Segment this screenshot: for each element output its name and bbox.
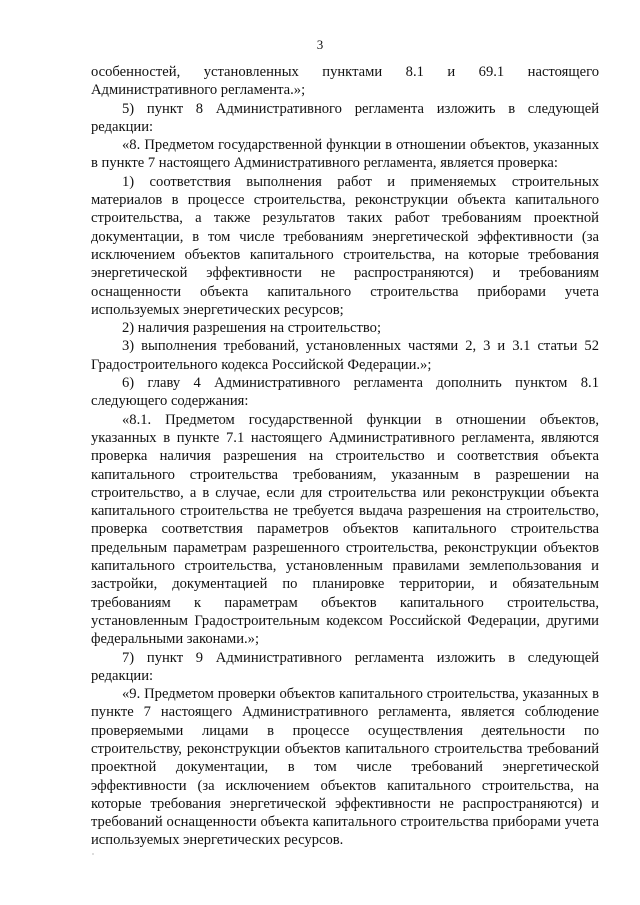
paragraph: особенностей, установленных пунктами 8.1 и 69.1 настоящего Административного регламента.»; <box>91 64 599 99</box>
paragraph: 2) наличия разрешения на строительство; <box>122 320 381 337</box>
page-number: 3 <box>316 37 324 52</box>
scan-dot <box>92 853 94 855</box>
document-body <box>91 63 599 850</box>
paragraph: 3) выполнения требований, установленных частями 2, 3 и 3.1 статьи 52 Градостроительного кодекса Российской Федерации.»; <box>91 338 599 373</box>
paragraph: 6) главу 4 Административного регламента дополнить пунктом 8.1 следующего содержания: <box>91 375 599 410</box>
paragraph: «9. Предметом проверки объектов капитального строительства, указанных в пункте 7 настоящего Административного регламента, является соблюдение проверяемыми лицами в процессе осуществления деятельности по строительству, реконструкции объектов капитального строительства требований проектной документации, в том числе требований энергетической эффективности (за исключением объектов капитального строительства, на которые требования энергетической эффективности не распространяются) и требований оснащенности объекта капитального строительства приборами учета используемых энергетических ресурсов. <box>91 686 599 849</box>
paragraph: 1) соответствия выполнения работ и применяемых строительных материалов в процессе строительства, реконструкции объекта капитального строительства, а также результатов таких работ требованиям проектной документации, в том числе требованиям энергетической эффективности (за исключением объектов капитального строительства, на которые требования энергетической эффективности не распространяются) и требованиям оснащенности объекта капитального строительства приборами учета используемых энергетических ресурсов; <box>91 173 599 318</box>
paragraph: «8. Предметом государственной функции в отношении объектов, указанных в пункте 7 настоящего Административного регламента, является проверка: <box>91 137 599 172</box>
paragraph: 5) пункт 8 Административного регламента изложить в следующей редакции: <box>91 100 599 135</box>
paragraph: «8.1. Предметом государственной функции в отношении объектов, указанных в пункте 7.1 настоящего Административного регламента, являются проверка наличия разрешения на строительство и соответствия объекта капитального строительства требованиям, указанным в разрешении на строительство, а в случае, если для строительства или реконструкции объекта капитального строительства не требуется выдача разрешения на строительство, проверка соответствия параметров объектов капитального строительства предельным параметрам разрешенного строительства, реконструкции объектов капитального строительства, установленным правилами землепользования и застройки, документацией по планировке территории, и обязательным требованиям к параметрам объектов капитального строительства, установленным Градостроительным кодексом Российской Федерации, другими федеральными законами.»; <box>91 411 599 648</box>
paragraph: 7) пункт 9 Административного регламента изложить в следующей редакции: <box>91 649 599 684</box>
